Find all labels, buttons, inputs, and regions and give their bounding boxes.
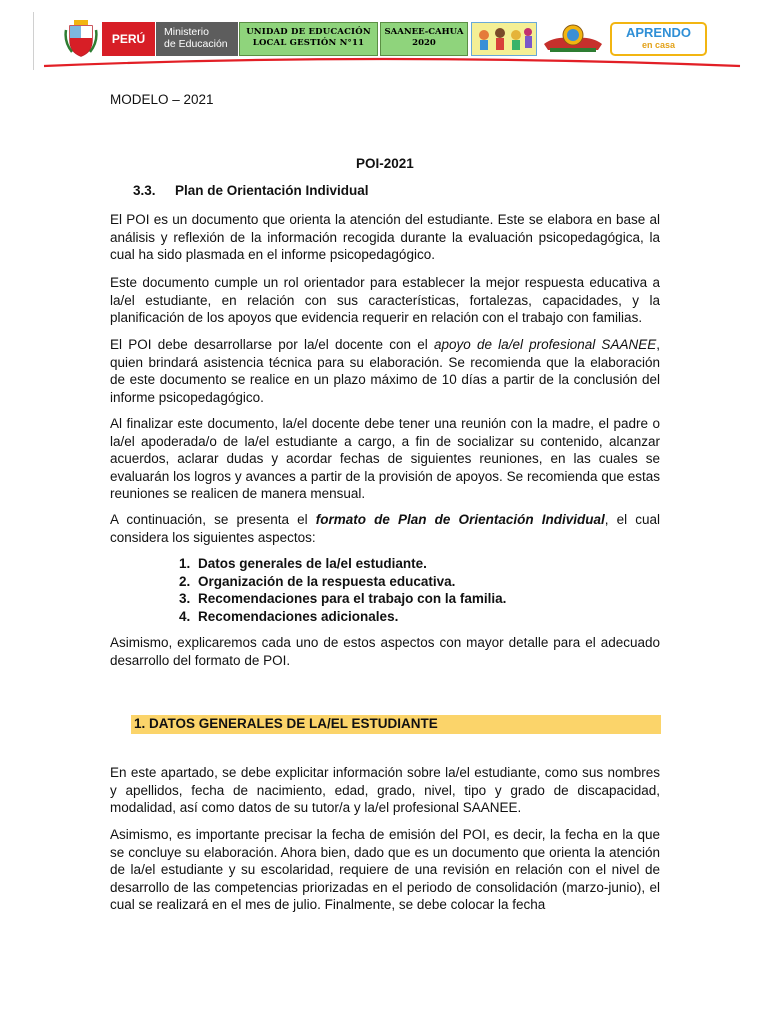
list-item-number: 3.: [179, 591, 191, 606]
header-red-swoosh: [0, 54, 768, 74]
document-title: POI-2021: [356, 156, 414, 171]
paragraph-development-emphasis: apoyo de la/el profesional SAANEE: [433, 337, 657, 352]
paragraph-development-end: , quien brindará asistencia técnica para su elaboración. Se recomienda que la elaboración de este documento se realice en un plazo máximo de 10 días a partir de la conclusión del informe psicopedagógico.: [110, 337, 660, 405]
list-item: [179, 573, 506, 591]
paragraph-format-start: A continuación, se presenta el: [110, 512, 308, 527]
children-illustration-icon: [471, 22, 537, 56]
section1-heading-highlight: [131, 715, 661, 734]
list-item-text: Recomendaciones adicionales.: [198, 608, 399, 624]
aprendo-main-label: APRENDO: [625, 25, 691, 40]
aspects-list: [179, 555, 506, 625]
list-item-text: Datos generales de la/el estudiante.: [198, 556, 427, 571]
paragraph-format-intro: [110, 511, 660, 546]
aprendo-sub-label: en casa: [641, 40, 676, 50]
paragraph-development-start: El POI debe desarrollarse por la/el docente con el: [110, 337, 428, 352]
list-item-number: 4.: [179, 608, 191, 624]
list-item-text: Organización de la respuesta educativa.: [198, 573, 456, 589]
peru-coat-of-arms-icon: [64, 20, 98, 58]
paragraph-closing: Asimismo, explicaremos cada uno de estos aspectos con mayor detalle para el adecuado desarrollo del formato de POI.: [110, 635, 660, 668]
section-heading: [133, 183, 369, 198]
saanee-banner: [380, 22, 468, 56]
paragraph-section1-date: Asimismo, es importante precisar la fecha de emisión del POI, es decir, la fecha en la que se concluye su elaboración. Ahora bien, dado que es un documento que orienta la atención de la/el estudiante y su escolaridad, requiere de una revisión en relación con el nivel de desarrollo de las competencias priorizadas en el periodo de consolidación (marzo-junio), el cual se realizará en el mes de julio. Finalmente, se debe colocar la fecha: [110, 827, 660, 912]
paragraph-section1-info: En este apartado, se debe explicitar información sobre la/el estudiante, como sus nombres y apellidos, fecha de nacimiento, edad, grado, nivel, tipo y grado de discapacidad, modalidad, así como datos de su tutor/a y la/el profesional SAANEE.: [110, 765, 660, 815]
paragraph-poi-definition: El POI es un documento que orienta la atención del estudiante. Este se elabora en base al análisis y reflexión de la información recogida durante la evaluación psicopedagógica, la cual ha sido plasmada en el informe psicopedagógico.: [110, 212, 660, 262]
saanee-line-2: 2020: [412, 38, 436, 48]
paragraph-orienting-role: Este documento cumple un rol orientador para establecer la mejor respuesta educativa a la/el estudiante, en relación con sus características, fortalezas, capacidades, y la planificación de los apoyos que evidencia requerir en relación con el trabajo con familias.: [110, 275, 660, 325]
aprendo-en-casa-logo: [610, 22, 707, 56]
section1-heading: 1. DATOS GENERALES DE LA/EL ESTUDIANTE: [134, 716, 438, 731]
section-number: 3.3.: [133, 183, 156, 198]
paragraph-development: [110, 336, 660, 406]
paragraph-format-emphasis: formato de Plan de Orientación Individual: [315, 512, 605, 527]
paragraph-meeting: Al finalizar este documento, la/el docente debe tener una reunión con la madre, el padre o la/el apoderada/o de la/el estudiante a cargo, a fin de socializar su contenido, alcanzar acuerdos, aclarar dudas y acordar fechas de siguientes reuniones, en las cuales se evaluarán los logros y avances a partir de la provisión de apoyos. Se recomienda que estas reuniones se realicen de manera mensual.: [110, 416, 660, 501]
list-item-number: 1.: [179, 556, 191, 571]
institution-emblem-icon: [540, 22, 606, 56]
model-label: MODELO – 2021: [110, 92, 214, 107]
paragraph-format-end: , el cual considera los siguientes aspectos:: [110, 512, 660, 545]
ministry-badge: [156, 22, 238, 56]
ugel-line-2: LOCAL GESTIÓN N°11: [252, 38, 365, 48]
list-item: [179, 590, 506, 608]
peru-label: PERÚ: [111, 32, 146, 46]
list-item-text: Recomendaciones para el trabajo con la familia.: [198, 591, 507, 606]
list-item-number: 2.: [179, 573, 191, 589]
document-header: [0, 14, 768, 74]
list-item: [179, 555, 506, 573]
ugel-banner: [239, 22, 378, 56]
ministry-line-1: Ministerio: [164, 26, 209, 38]
section-title: Plan de Orientación Individual: [175, 183, 369, 198]
ugel-line-1: UNIDAD DE EDUCACIÓN: [246, 27, 371, 37]
peru-brand-badge: [102, 22, 155, 56]
ministry-line-2: de Educación: [164, 38, 228, 50]
saanee-line-1: SAANEE-CAHUA: [384, 27, 464, 37]
list-item: [179, 608, 506, 626]
